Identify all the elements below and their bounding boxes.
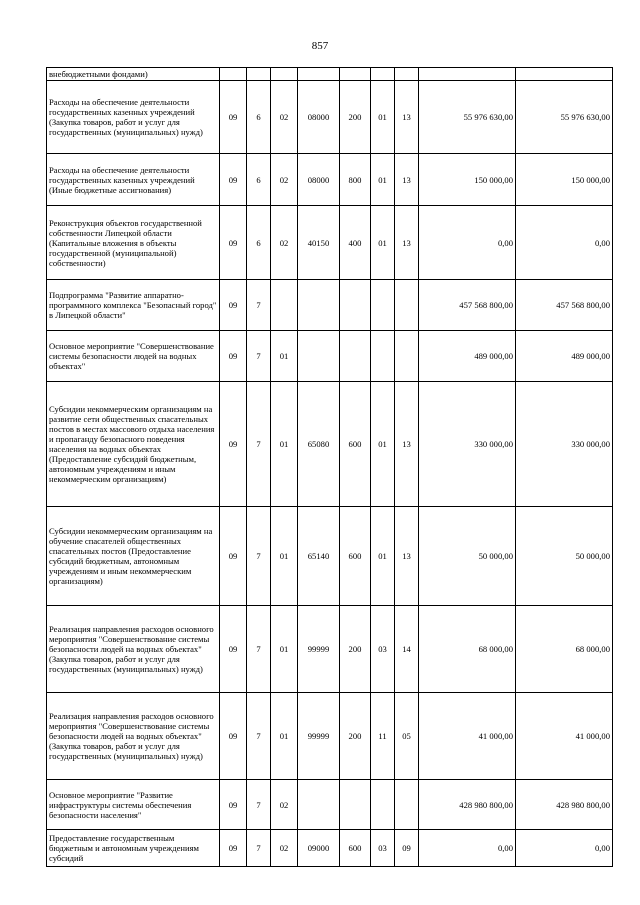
row-code-1: 09 <box>220 382 247 507</box>
row-name: Подпрограмма "Развитие аппаратно-программного комплекса "Безопасный город" в Липецкой области" <box>47 280 220 331</box>
row-code-1: 09 <box>220 280 247 331</box>
row-code-6: 11 <box>371 693 395 780</box>
row-code-5 <box>340 780 371 830</box>
row-code-6 <box>371 68 395 81</box>
row-code-4 <box>298 331 340 382</box>
row-name: Предоставление государственным бюджетным и автономным учреждениям субсидий <box>47 830 220 867</box>
row-amount-2: 41 000,00 <box>516 693 613 780</box>
row-code-6: 01 <box>371 382 395 507</box>
row-code-4: 09000 <box>298 830 340 867</box>
row-code-1: 09 <box>220 780 247 830</box>
row-amount-1: 55 976 630,00 <box>419 81 516 154</box>
row-code-2: 7 <box>247 693 271 780</box>
row-code-2: 6 <box>247 206 271 280</box>
row-name: Основное мероприятие "Совершенствование системы безопасности людей на водных объектах" <box>47 331 220 382</box>
row-code-7 <box>395 780 419 830</box>
row-amount-2 <box>516 68 613 81</box>
row-code-5 <box>340 280 371 331</box>
row-amount-1: 428 980 800,00 <box>419 780 516 830</box>
table-row <box>47 280 613 331</box>
row-code-7: 13 <box>395 206 419 280</box>
row-name: Реализация направления расходов основного мероприятия "Совершенствование системы безопасности людей на водных объектах" (Закупка товаров, работ и услуг для государственных (муниципальных) нужд) <box>47 693 220 780</box>
row-amount-2: 50 000,00 <box>516 507 613 606</box>
row-code-6 <box>371 280 395 331</box>
row-code-1: 09 <box>220 206 247 280</box>
row-code-3: 02 <box>271 206 298 280</box>
row-code-2: 7 <box>247 830 271 867</box>
row-name: Реализация направления расходов основного мероприятия "Совершенствование системы безопасности людей на водных объектах" (Закупка товаров, работ и услуг для государственных (муниципальных) нужд) <box>47 606 220 693</box>
row-amount-1: 330 000,00 <box>419 382 516 507</box>
row-code-7: 13 <box>395 154 419 206</box>
row-code-7: 09 <box>395 830 419 867</box>
row-code-5: 600 <box>340 382 371 507</box>
page-number: 857 <box>311 40 329 52</box>
table-row <box>47 331 613 382</box>
row-code-4 <box>298 280 340 331</box>
row-code-4: 08000 <box>298 81 340 154</box>
row-code-7: 05 <box>395 693 419 780</box>
row-code-5: 200 <box>340 693 371 780</box>
table-row <box>47 693 613 780</box>
row-code-6 <box>371 331 395 382</box>
row-code-2: 6 <box>247 81 271 154</box>
row-code-3 <box>271 280 298 331</box>
row-code-1: 09 <box>220 693 247 780</box>
row-code-7 <box>395 280 419 331</box>
row-code-2: 7 <box>247 507 271 606</box>
row-amount-2: 428 980 800,00 <box>516 780 613 830</box>
row-code-3: 02 <box>271 154 298 206</box>
row-name: Основное мероприятие "Развитие инфраструктуры системы обеспечения безопасности населения" <box>47 780 220 830</box>
row-code-4: 99999 <box>298 606 340 693</box>
table-row <box>47 206 613 280</box>
row-code-1: 09 <box>220 154 247 206</box>
row-code-4: 65140 <box>298 507 340 606</box>
row-code-5: 400 <box>340 206 371 280</box>
row-name: Расходы на обеспечение деятельности государственных казенных учреждений (Закупка товаров, работ и услуг для государственных (муниципальных) нужд) <box>47 81 220 154</box>
row-amount-1 <box>419 68 516 81</box>
row-amount-1: 457 568 800,00 <box>419 280 516 331</box>
row-code-5 <box>340 68 371 81</box>
row-code-6: 01 <box>371 206 395 280</box>
row-code-7: 13 <box>395 81 419 154</box>
row-code-2: 7 <box>247 382 271 507</box>
row-code-5: 600 <box>340 830 371 867</box>
row-code-5: 800 <box>340 154 371 206</box>
row-amount-2: 330 000,00 <box>516 382 613 507</box>
table-row <box>47 382 613 507</box>
row-code-3: 01 <box>271 693 298 780</box>
row-code-7: 13 <box>395 382 419 507</box>
row-code-1: 09 <box>220 606 247 693</box>
row-code-5 <box>340 331 371 382</box>
row-code-6: 03 <box>371 606 395 693</box>
row-amount-1: 0,00 <box>419 206 516 280</box>
row-code-2: 6 <box>247 154 271 206</box>
row-name: Субсидии некоммерческим организациям на развитие сети общественных спасательных постов в местах массового отдыха населения и пропаганду безопасного поведения населения на водных объектах (Предоставление субсидий бюджетным, автономным учреждениям и иным некоммерческим организациям) <box>47 382 220 507</box>
row-name: Расходы на обеспечение деятельности государственных казенных учреждений (Иные бюджетные ассигнования) <box>47 154 220 206</box>
row-code-7: 14 <box>395 606 419 693</box>
row-amount-1: 41 000,00 <box>419 693 516 780</box>
row-amount-1: 0,00 <box>419 830 516 867</box>
row-code-7 <box>395 68 419 81</box>
row-code-1: 09 <box>220 331 247 382</box>
row-amount-2: 489 000,00 <box>516 331 613 382</box>
row-code-4: 08000 <box>298 154 340 206</box>
row-code-4: 99999 <box>298 693 340 780</box>
row-code-4: 40150 <box>298 206 340 280</box>
row-code-3: 01 <box>271 331 298 382</box>
row-name: внебюджетными фондами) <box>47 68 220 81</box>
table-row <box>47 68 613 81</box>
row-code-2: 7 <box>247 780 271 830</box>
row-amount-2: 68 000,00 <box>516 606 613 693</box>
row-code-3: 01 <box>271 382 298 507</box>
row-amount-1: 150 000,00 <box>419 154 516 206</box>
row-code-1: 09 <box>220 507 247 606</box>
table-row <box>47 154 613 206</box>
row-code-2 <box>247 68 271 81</box>
table-row <box>47 830 613 867</box>
row-name: Реконструкция объектов государственной собственности Липецкой области (Капитальные вложения в объекты государственной (муниципальной) собственности) <box>47 206 220 280</box>
row-code-4 <box>298 68 340 81</box>
row-code-3: 01 <box>271 606 298 693</box>
row-code-6: 01 <box>371 154 395 206</box>
row-amount-1: 68 000,00 <box>419 606 516 693</box>
row-code-1 <box>220 68 247 81</box>
row-code-3 <box>271 68 298 81</box>
row-amount-2: 0,00 <box>516 830 613 867</box>
row-code-2: 7 <box>247 606 271 693</box>
row-code-1: 09 <box>220 81 247 154</box>
row-code-2: 7 <box>247 331 271 382</box>
row-code-4: 65080 <box>298 382 340 507</box>
row-code-4 <box>298 780 340 830</box>
table-row <box>47 780 613 830</box>
row-code-7 <box>395 331 419 382</box>
row-code-2: 7 <box>247 280 271 331</box>
budget-table <box>46 67 613 867</box>
table-row <box>47 81 613 154</box>
row-amount-2: 0,00 <box>516 206 613 280</box>
row-code-7: 13 <box>395 507 419 606</box>
row-code-3: 01 <box>271 507 298 606</box>
row-code-5: 600 <box>340 507 371 606</box>
row-code-3: 02 <box>271 780 298 830</box>
row-code-6: 03 <box>371 830 395 867</box>
row-code-1: 09 <box>220 830 247 867</box>
row-code-5: 200 <box>340 606 371 693</box>
row-amount-2: 150 000,00 <box>516 154 613 206</box>
row-code-3: 02 <box>271 830 298 867</box>
table-row <box>47 606 613 693</box>
row-amount-1: 489 000,00 <box>419 331 516 382</box>
row-code-6 <box>371 780 395 830</box>
row-code-3: 02 <box>271 81 298 154</box>
table-row <box>47 507 613 606</box>
row-amount-2: 55 976 630,00 <box>516 81 613 154</box>
row-code-6: 01 <box>371 507 395 606</box>
row-code-5: 200 <box>340 81 371 154</box>
row-name: Субсидии некоммерческим организациям на обучение спасателей общественных спасательных постов (Предоставление субсидий бюджетным, автономным учреждениям и иным некоммерческим организациям) <box>47 507 220 606</box>
row-code-6: 01 <box>371 81 395 154</box>
row-amount-1: 50 000,00 <box>419 507 516 606</box>
row-amount-2: 457 568 800,00 <box>516 280 613 331</box>
